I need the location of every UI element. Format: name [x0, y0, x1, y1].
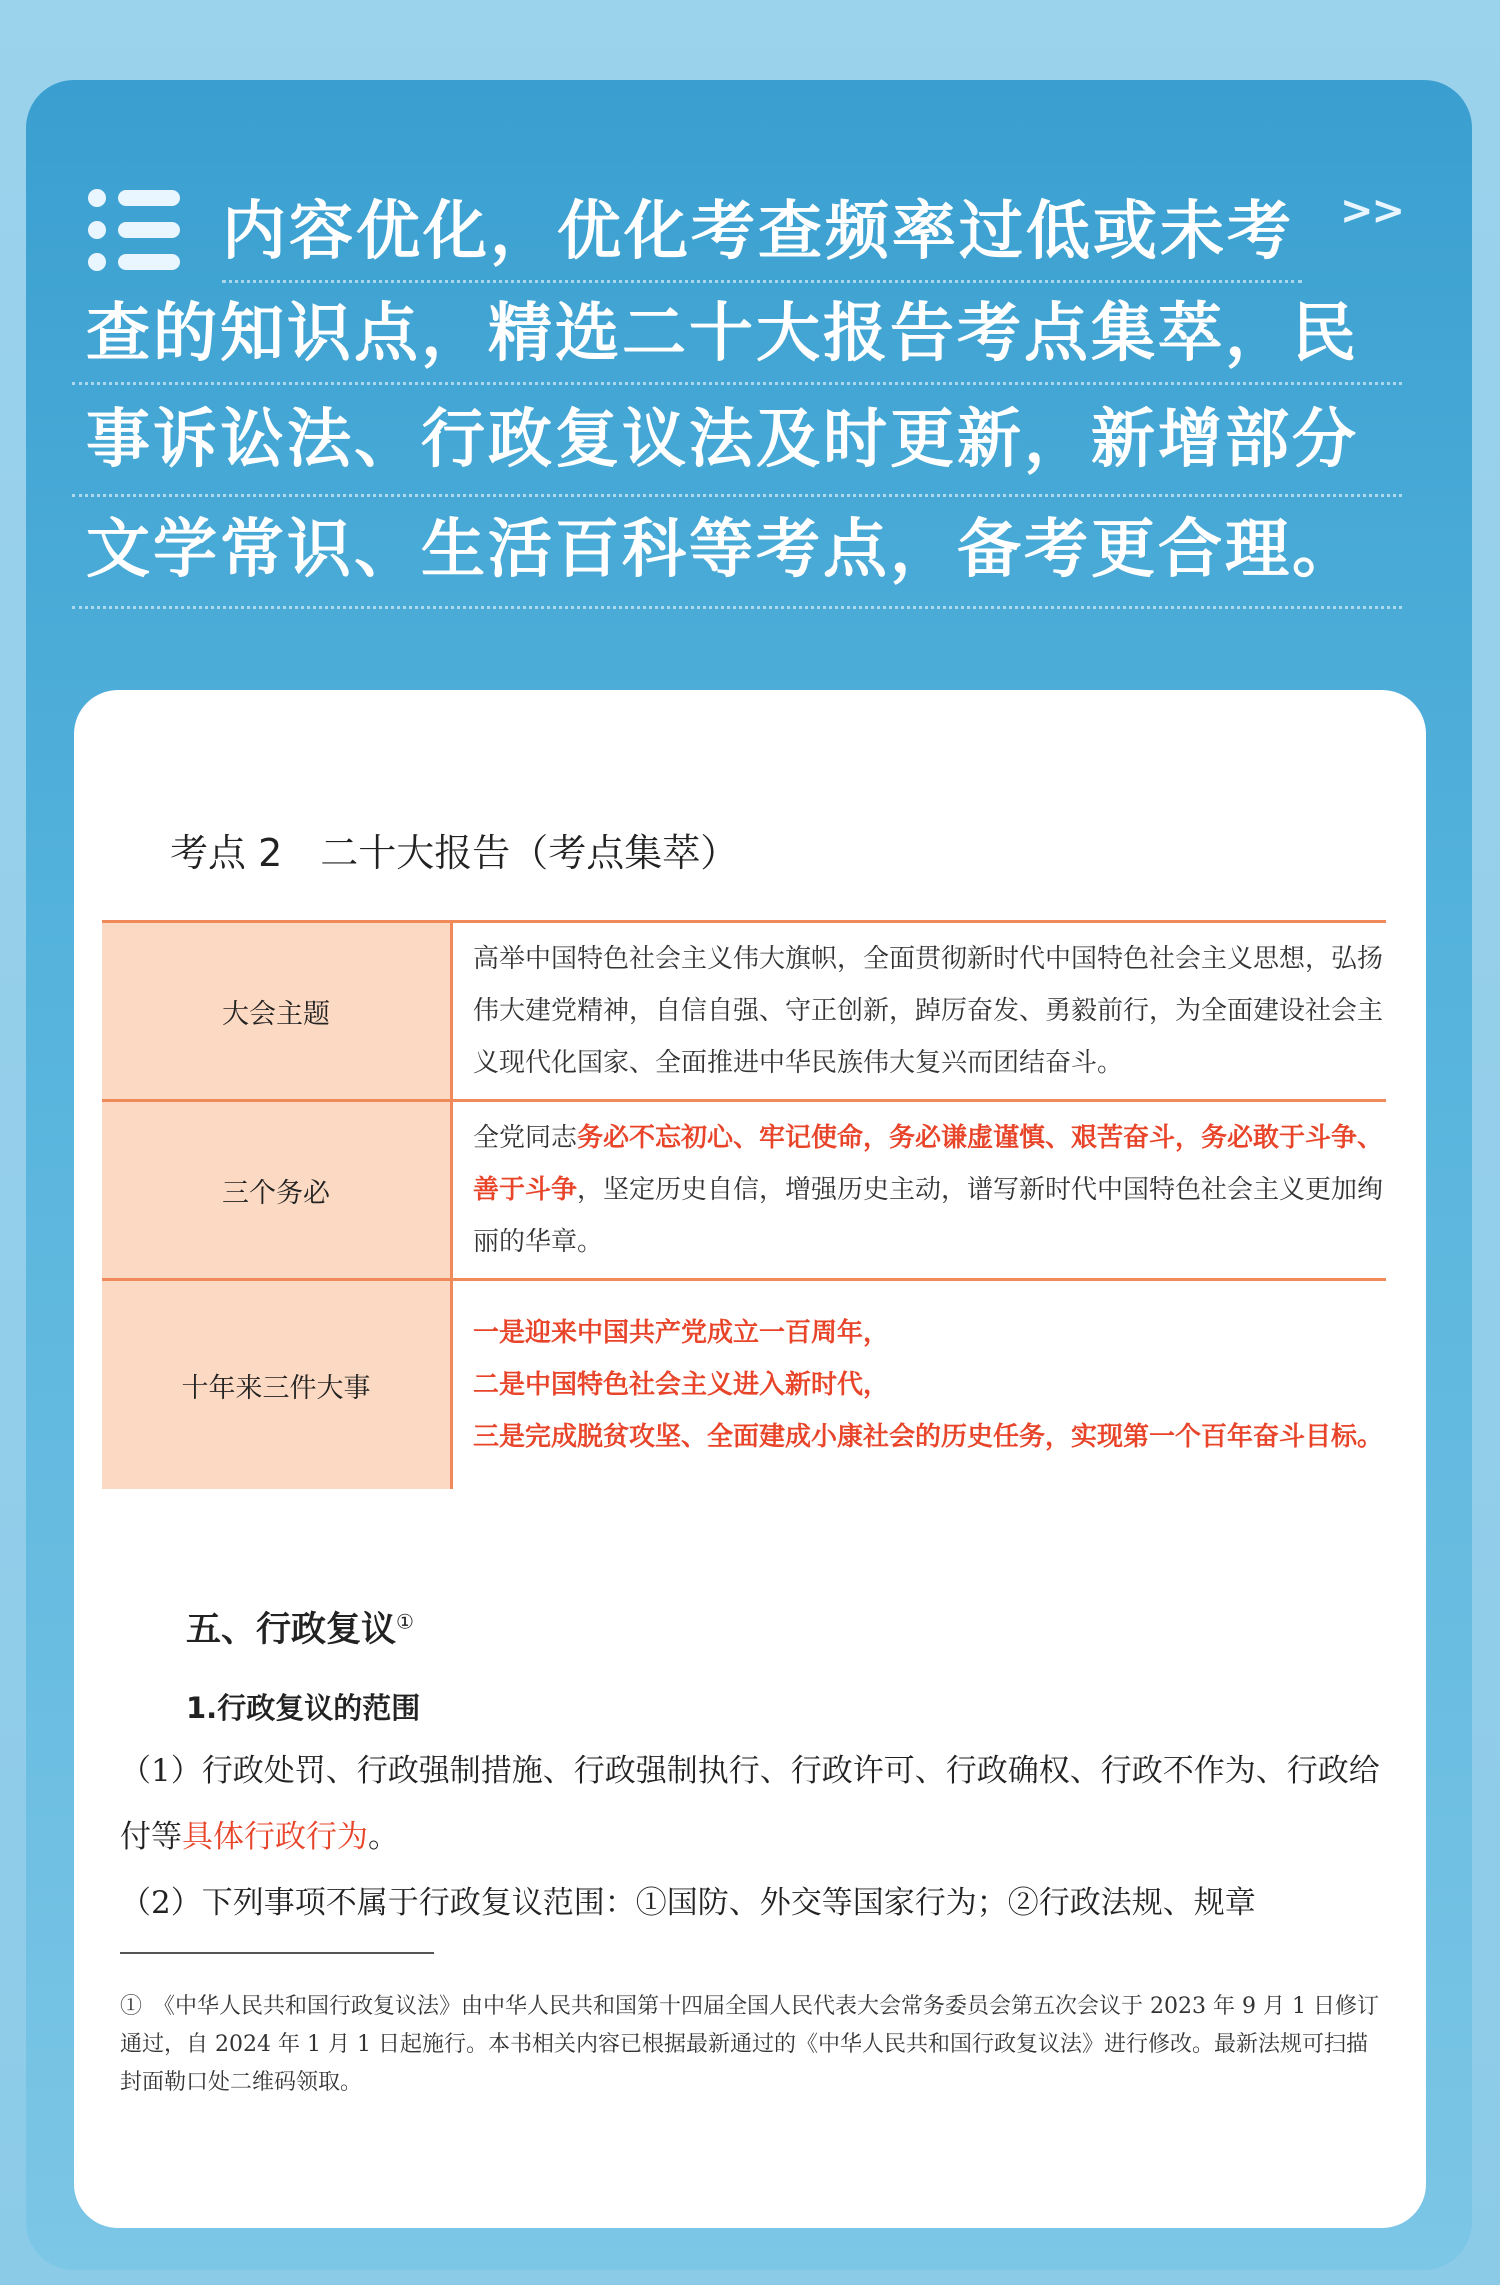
- table-row: [102, 1280, 1386, 1490]
- list-icon: [88, 185, 184, 273]
- paragraph-text: 。: [368, 1819, 399, 1855]
- row-text-prefix: 全党同志: [473, 1123, 578, 1153]
- chapter-heading-text: 五、行政复议: [186, 1610, 397, 1650]
- paragraph-highlight: 具体行政行为: [182, 1819, 368, 1855]
- paragraph-1: [120, 1738, 1382, 1870]
- sub-heading: 1.行政复议的范围: [186, 1691, 421, 1725]
- row-label: 大会主题: [102, 922, 452, 1101]
- divider: [72, 382, 1402, 385]
- list-item: 一是迎来中国共产党成立一百周年，: [473, 1318, 890, 1348]
- headline-line-4: 文学常识、生活百科等考点，备考更合理。: [86, 513, 1359, 587]
- paragraph-text: （1）行政处罚、行政强制措施、行政强制执行、行政许可、行政确权、行政不作为、行政给付等: [120, 1753, 1380, 1855]
- divider: [72, 606, 1402, 609]
- section-title: 考点 2 二十大报告（考点集萃）: [170, 831, 739, 875]
- key-points-table: [102, 920, 1386, 1489]
- row-text: [452, 1280, 1387, 1490]
- list-item: 三是完成脱贫攻坚、全面建成小康社会的历史任务，实现第一个百年奋斗目标。: [473, 1422, 1384, 1452]
- table-row: [102, 1101, 1386, 1280]
- divider: [72, 494, 1402, 497]
- footnote: ① 《中华人民共和国行政复议法》由中华人民共和国第十四届全国人民代表大会常务委员会第五次会议于 2023 年 9 月 1 日修订通过，自 2024 年 1 月 1 日起施行。本书相关内容已根据最新通过的《中华人民共和国行政复议法》进行修改。最新法规可扫描封面勒口处二维码领取。: [120, 1994, 1379, 2095]
- row-text-highlight: 务必不忘初心、牢记使命，务必谦虚谨慎、艰苦奋斗，务必敢于斗争、善于斗争: [473, 1123, 1384, 1205]
- paragraph-2: （2）下列事项不属于行政复议范围：①国防、外交等国家行为；②行政法规、规章: [120, 1885, 1256, 1921]
- row-label: 三个务必: [102, 1101, 452, 1280]
- row-text-suffix: ，坚定历史自信，增强历史主动，谱写新时代中国特色社会主义更加绚丽的华章。: [473, 1175, 1384, 1257]
- headline-line-3: 事诉讼法、行政复议法及时更新，新增部分: [86, 403, 1359, 477]
- footnote-divider: [120, 1952, 434, 1954]
- list-item: 二是中国特色社会主义进入新时代，: [473, 1370, 890, 1400]
- table-row: [102, 922, 1386, 1101]
- chapter-heading: [186, 1602, 414, 1652]
- row-text: 高举中国特色社会主义伟大旗帜，全面贯彻新时代中国特色社会主义思想，弘扬伟大建党精神，自信自强、守正创新，踔厉奋发、勇毅前行，为全面建设社会主义现代化国家、全面推进中华民族伟大复兴而团结奋斗。: [452, 922, 1387, 1101]
- chevron-right-icon: >>: [1340, 188, 1404, 234]
- divider: [222, 280, 1302, 283]
- headline-line-1: 内容优化，优化考查频率过低或未考: [222, 195, 1294, 269]
- headline-line-2: 查的知识点，精选二十大报告考点集萃，民: [86, 297, 1359, 371]
- row-text: [452, 1101, 1387, 1280]
- row-label: 十年来三件大事: [102, 1280, 452, 1490]
- footnote-marker: ①: [396, 1609, 414, 1634]
